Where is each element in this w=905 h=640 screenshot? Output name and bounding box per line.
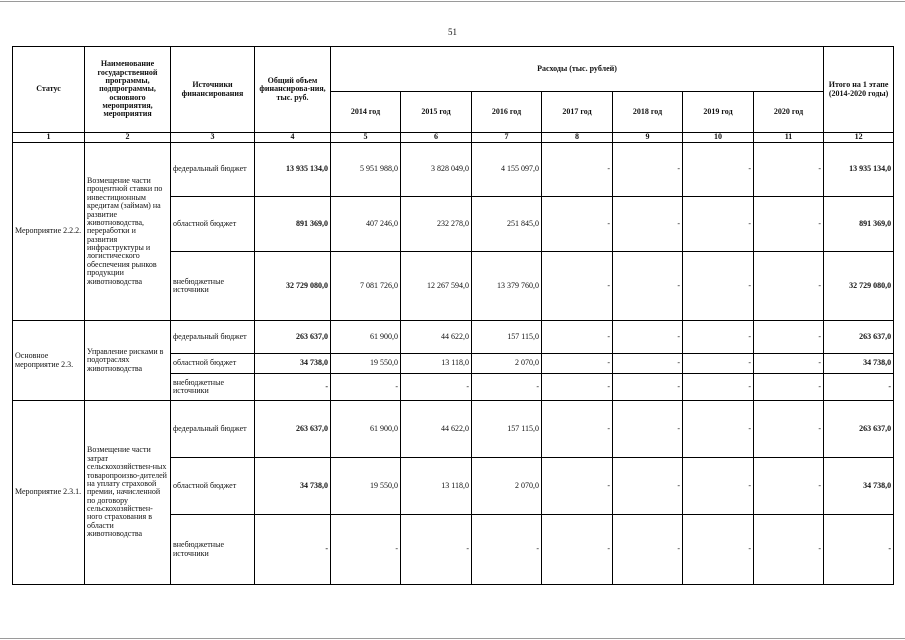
- header-stage-total: Итого на 1 этапе (2014-2020 годы): [824, 47, 894, 133]
- year-value-cell: 407 246,0: [331, 197, 401, 252]
- year-value-cell: -: [683, 515, 754, 585]
- year-value-cell: -: [542, 143, 613, 197]
- column-number: 4: [255, 133, 331, 143]
- year-value-cell: 232 278,0: [401, 197, 472, 252]
- year-value-cell: -: [754, 197, 824, 252]
- row-name: Возмещение части затрат сельскохозяйствен-ных товаропроизво-дителей на уплату страховой премии, начисленной по договору сельскохозяйствен-ного страхования в области животноводства: [85, 401, 171, 585]
- year-value-cell: -: [754, 374, 824, 401]
- stage-total-cell: 263 637,0: [824, 321, 894, 354]
- year-value-cell: 3 828 049,0: [401, 143, 472, 197]
- funding-source: федеральный бюджет: [171, 401, 255, 458]
- funding-source: федеральный бюджет: [171, 143, 255, 197]
- year-value-cell: 13 118,0: [401, 458, 472, 515]
- year-value-cell: -: [542, 401, 613, 458]
- year-value-cell: 2 070,0: [472, 458, 542, 515]
- header-total-volume: Общий объем финансирова-ния, тыс. руб.: [255, 47, 331, 133]
- row-name: Управление рисками в подотраслях животноводства: [85, 321, 171, 401]
- page-top-edge: [0, 1, 905, 2]
- year-value-cell: 13 379 760,0: [472, 252, 542, 321]
- row-name: Возмещение части процентной ставки по инвестиционным кредитам (займам) на развитие животноводства, переработки и развития инфраструктуры и логистического обеспечения рынков продукции животноводства: [85, 143, 171, 321]
- stage-total-cell: 263 637,0: [824, 401, 894, 458]
- year-value-cell: -: [683, 252, 754, 321]
- page-bottom-edge: [0, 638, 905, 639]
- year-value-cell: 19 550,0: [331, 458, 401, 515]
- column-number: 9: [613, 133, 683, 143]
- stage-total-cell: -: [824, 515, 894, 585]
- year-value-cell: -: [683, 197, 754, 252]
- column-number: 7: [472, 133, 542, 143]
- header-year: 2014 год: [331, 92, 401, 133]
- total-volume-cell: 891 369,0: [255, 197, 331, 252]
- header-year: 2016 год: [472, 92, 542, 133]
- year-value-cell: -: [613, 143, 683, 197]
- year-value-cell: -: [754, 321, 824, 354]
- header-year: 2015 год: [401, 92, 472, 133]
- column-number: 11: [754, 133, 824, 143]
- page-number: 51: [448, 27, 457, 37]
- stage-total-cell: 13 935 134,0: [824, 143, 894, 197]
- year-value-cell: -: [613, 515, 683, 585]
- year-value-cell: -: [401, 374, 472, 401]
- year-value-cell: -: [754, 515, 824, 585]
- funding-source: областной бюджет: [171, 197, 255, 252]
- year-value-cell: -: [542, 458, 613, 515]
- year-value-cell: 19 550,0: [331, 354, 401, 374]
- year-value-cell: 5 951 988,0: [331, 143, 401, 197]
- funding-source: областной бюджет: [171, 458, 255, 515]
- column-number: 3: [171, 133, 255, 143]
- total-volume-cell: 263 637,0: [255, 401, 331, 458]
- funding-source: внебюджетные источники: [171, 252, 255, 321]
- year-value-cell: 157 115,0: [472, 401, 542, 458]
- year-value-cell: -: [683, 374, 754, 401]
- funding-source: внебюджетные источники: [171, 515, 255, 585]
- year-value-cell: -: [754, 458, 824, 515]
- total-volume-cell: 34 738,0: [255, 458, 331, 515]
- year-value-cell: -: [754, 143, 824, 197]
- year-value-cell: -: [542, 321, 613, 354]
- row-status: Мероприятие 2.2.2.: [13, 143, 85, 321]
- year-value-cell: -: [542, 354, 613, 374]
- year-value-cell: 7 081 726,0: [331, 252, 401, 321]
- total-volume-cell: -: [255, 374, 331, 401]
- stage-total-cell: 34 738,0: [824, 354, 894, 374]
- year-value-cell: 251 845,0: [472, 197, 542, 252]
- total-volume-cell: 263 637,0: [255, 321, 331, 354]
- year-value-cell: -: [683, 143, 754, 197]
- header-source: Источники финансирования: [171, 47, 255, 133]
- column-number: 12: [824, 133, 894, 143]
- year-value-cell: -: [754, 252, 824, 321]
- column-number: 10: [683, 133, 754, 143]
- total-volume-cell: 13 935 134,0: [255, 143, 331, 197]
- year-value-cell: -: [331, 374, 401, 401]
- table-row: [13, 321, 894, 354]
- year-value-cell: 12 267 594,0: [401, 252, 472, 321]
- table-row: [13, 143, 894, 197]
- funding-table: [12, 46, 894, 585]
- year-value-cell: -: [472, 374, 542, 401]
- year-value-cell: -: [683, 321, 754, 354]
- year-value-cell: -: [613, 354, 683, 374]
- funding-source: федеральный бюджет: [171, 321, 255, 354]
- total-volume-cell: 34 738,0: [255, 354, 331, 374]
- row-status: Основное мероприятие 2.3.: [13, 321, 85, 401]
- row-status: Мероприятие 2.3.1.: [13, 401, 85, 585]
- stage-total-cell: -: [824, 374, 894, 401]
- table-row: [13, 401, 894, 458]
- header-year: 2020 год: [754, 92, 824, 133]
- year-value-cell: -: [613, 374, 683, 401]
- header-name: Наименование государственной программы, подпрограммы, основного мероприятия, мероприятия: [85, 47, 171, 133]
- year-value-cell: -: [613, 252, 683, 321]
- header-year: 2017 год: [542, 92, 613, 133]
- stage-total-cell: 34 738,0: [824, 458, 894, 515]
- year-value-cell: -: [613, 321, 683, 354]
- year-value-cell: -: [472, 515, 542, 585]
- total-volume-cell: -: [255, 515, 331, 585]
- total-volume-cell: 32 729 080,0: [255, 252, 331, 321]
- year-value-cell: -: [754, 401, 824, 458]
- column-number: 1: [13, 133, 85, 143]
- year-value-cell: 44 622,0: [401, 401, 472, 458]
- year-value-cell: -: [542, 252, 613, 321]
- year-value-cell: 157 115,0: [472, 321, 542, 354]
- year-value-cell: -: [542, 197, 613, 252]
- year-value-cell: 61 900,0: [331, 401, 401, 458]
- year-value-cell: -: [542, 374, 613, 401]
- year-value-cell: -: [754, 354, 824, 374]
- year-value-cell: -: [331, 515, 401, 585]
- year-value-cell: -: [401, 515, 472, 585]
- header-expenses: Расходы (тыс. рублей): [331, 47, 824, 92]
- stage-total-cell: 891 369,0: [824, 197, 894, 252]
- year-value-cell: -: [542, 515, 613, 585]
- year-value-cell: -: [613, 458, 683, 515]
- year-value-cell: 2 070,0: [472, 354, 542, 374]
- column-number: 8: [542, 133, 613, 143]
- year-value-cell: -: [613, 401, 683, 458]
- year-value-cell: -: [613, 197, 683, 252]
- column-number: 2: [85, 133, 171, 143]
- year-value-cell: 61 900,0: [331, 321, 401, 354]
- year-value-cell: 44 622,0: [401, 321, 472, 354]
- stage-total-cell: 32 729 080,0: [824, 252, 894, 321]
- header-year: 2018 год: [613, 92, 683, 133]
- column-number: 5: [331, 133, 401, 143]
- header-status: Статус: [13, 47, 85, 133]
- year-value-cell: 13 118,0: [401, 354, 472, 374]
- year-value-cell: -: [683, 458, 754, 515]
- year-value-cell: -: [683, 354, 754, 374]
- year-value-cell: -: [683, 401, 754, 458]
- year-value-cell: 4 155 097,0: [472, 143, 542, 197]
- column-number: 6: [401, 133, 472, 143]
- funding-source: областной бюджет: [171, 354, 255, 374]
- header-year: 2019 год: [683, 92, 754, 133]
- funding-source: внебюджетные источники: [171, 374, 255, 401]
